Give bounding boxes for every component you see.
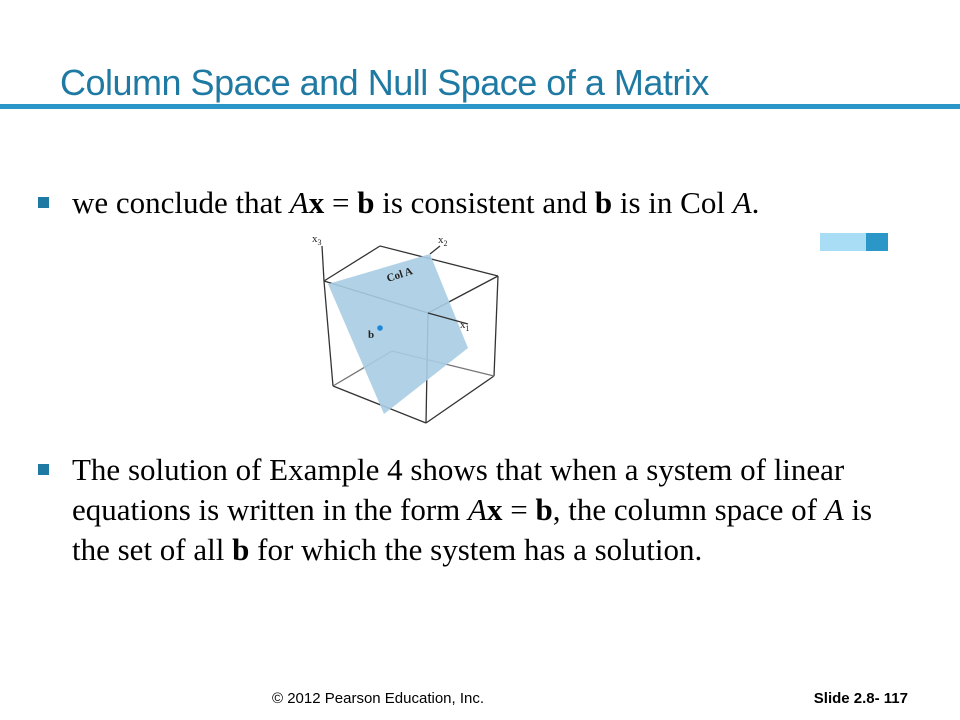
text-segment: is consistent and bbox=[374, 185, 595, 220]
point-b-label: b bbox=[368, 329, 375, 341]
square-bullet-icon bbox=[38, 197, 49, 208]
box-edge bbox=[324, 281, 333, 386]
accent-bar-light bbox=[820, 233, 866, 251]
text-segment: is the set of all bbox=[72, 492, 873, 567]
x2-axis-line bbox=[430, 246, 440, 254]
x2-axis-label: $x_2$ bbox=[438, 234, 448, 248]
accent-bar bbox=[820, 233, 888, 251]
text-segment: x bbox=[486, 492, 503, 527]
text-segment: we conclude that bbox=[72, 185, 290, 220]
text-segment: b bbox=[535, 492, 553, 527]
text-segment: . bbox=[751, 185, 760, 220]
bullet-text-2 bbox=[72, 450, 898, 570]
text-segment: = bbox=[502, 492, 536, 527]
text-segment: The solution of Example 4 shows that when a system of linear equations is written in the form bbox=[72, 452, 845, 527]
text-segment: , the column space of bbox=[552, 492, 825, 527]
text-segment: is in Col bbox=[612, 185, 733, 220]
box-edge bbox=[494, 276, 498, 376]
x3-axis-line bbox=[322, 246, 324, 281]
text-segment: b bbox=[594, 185, 613, 220]
footer-copyright: © 2012 Pearson Education, Inc. bbox=[272, 690, 485, 707]
text-segment: x bbox=[308, 185, 325, 220]
text-segment: A bbox=[824, 492, 844, 527]
text-segment: = bbox=[324, 185, 358, 220]
slide-title: Column Space and Null Space of a Matrix bbox=[60, 62, 709, 103]
footer-slide-number: Slide 2.8- 117 bbox=[813, 690, 908, 707]
bullet-item-2 bbox=[38, 450, 898, 570]
column-space-figure bbox=[300, 226, 510, 426]
text-segment: A bbox=[289, 185, 309, 220]
bullet-item-1 bbox=[38, 183, 908, 223]
x1-axis-label: $x_1$ bbox=[460, 319, 470, 333]
text-segment: b bbox=[232, 532, 250, 567]
text-segment: for which the system has a solution. bbox=[249, 532, 703, 567]
accent-bar-dark bbox=[866, 233, 888, 251]
text-segment: A bbox=[468, 492, 487, 527]
title-underline bbox=[0, 104, 960, 109]
x3-axis-label: $x_3$ bbox=[312, 233, 322, 247]
text-segment: A bbox=[732, 185, 752, 220]
bullet-text-1 bbox=[72, 183, 908, 223]
point-b bbox=[377, 325, 383, 331]
box-edge bbox=[426, 376, 494, 423]
col-a-label: Col A bbox=[385, 265, 415, 285]
square-bullet-icon bbox=[38, 464, 49, 475]
text-segment: b bbox=[357, 185, 375, 220]
